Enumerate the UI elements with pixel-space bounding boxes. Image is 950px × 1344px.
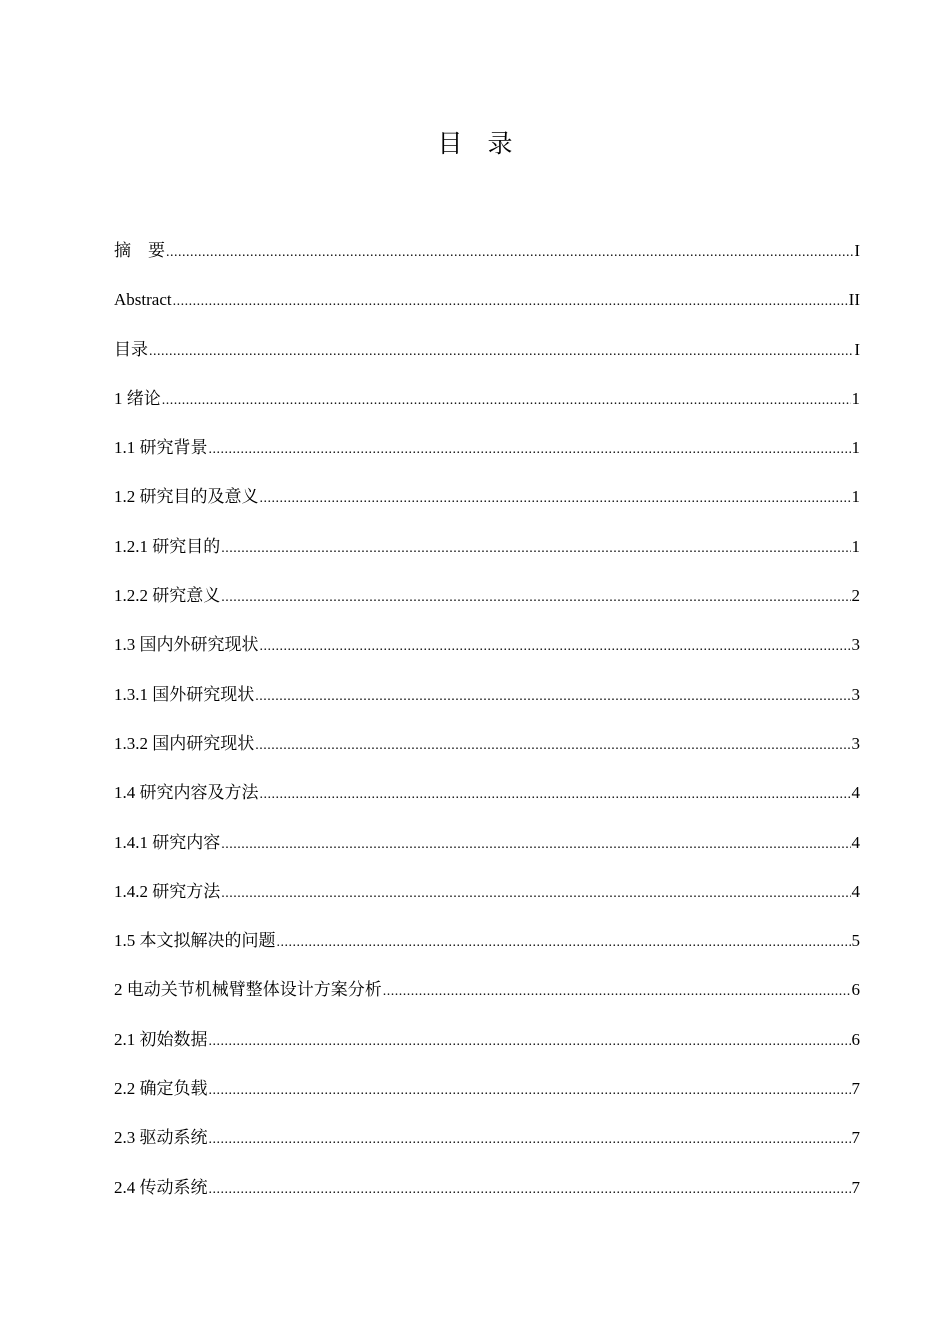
toc-entry-1-3[interactable]: [114, 630, 860, 679]
toc-leader-dots: [221, 879, 850, 909]
toc-entry-label: 1 绪论: [114, 388, 161, 408]
toc-entry-page: 3: [851, 635, 860, 655]
page-title: 目 录: [437, 129, 513, 158]
toc-leader-dots: [166, 238, 853, 268]
toc-entry-page: I: [854, 339, 860, 359]
toc-entry-1-4-1[interactable]: [114, 828, 860, 877]
toc-entry-1-5[interactable]: [114, 926, 860, 975]
toc-entry-page: 7: [851, 1079, 860, 1099]
toc-leader-dots: [260, 632, 851, 662]
toc-entry-page: 3: [851, 733, 860, 753]
toc-entry-page: II: [848, 290, 860, 310]
toc-entry-label: 1.4.2 研究方法: [114, 881, 221, 901]
toc-entry-label: 1.3.2 国内研究现状: [114, 733, 255, 753]
toc-entry-page: 7: [851, 1128, 860, 1148]
toc-entry-label: 2.1 初始数据: [114, 1029, 208, 1049]
toc-entry-label: 1.3.1 国外研究现状: [114, 684, 255, 704]
toc-entry-2-3[interactable]: [114, 1123, 860, 1172]
toc-leader-dots: [149, 337, 853, 367]
toc-entry-label: 2.4 传动系统: [114, 1177, 208, 1197]
toc-leader-dots: [221, 534, 850, 564]
toc-entry-page: 1: [851, 438, 860, 458]
toc-entry-1-3-2[interactable]: [114, 729, 860, 778]
toc-entry-page: 6: [851, 1029, 860, 1049]
toc-entry-label: 1.2 研究目的及意义: [114, 487, 259, 507]
toc-entry-label: 目录: [114, 339, 148, 359]
toc-entry-contents[interactable]: [114, 335, 860, 384]
toc-leader-dots: [255, 731, 850, 761]
toc-leader-dots: [209, 1125, 851, 1155]
table-of-contents: [114, 236, 860, 1222]
toc-entry-label: 1.2.1 研究目的: [114, 536, 221, 556]
toc-leader-dots: [209, 435, 851, 465]
toc-leader-dots: [162, 386, 851, 416]
toc-entry-label: 2.3 驱动系统: [114, 1128, 208, 1148]
toc-entry-ch1[interactable]: [114, 384, 860, 433]
toc-leader-dots: [221, 583, 850, 613]
toc-entry-2-1[interactable]: [114, 1025, 860, 1074]
toc-entry-1-2-1[interactable]: [114, 532, 860, 581]
toc-entry-label: 2.2 确定负载: [114, 1079, 208, 1099]
toc-entry-label: 1.1 研究背景: [114, 438, 208, 458]
toc-entry-ch2[interactable]: [114, 975, 860, 1024]
toc-leader-dots: [260, 780, 851, 810]
toc-entry-page: 1: [851, 487, 860, 507]
toc-entry-page: 1: [851, 388, 860, 408]
toc-entry-abstract-cn[interactable]: [114, 236, 860, 285]
toc-entry-page: 7: [851, 1177, 860, 1197]
toc-leader-dots: [255, 682, 850, 712]
toc-leader-dots: [209, 1175, 851, 1205]
toc-leader-dots: [260, 484, 851, 514]
toc-entry-label: 1.4.1 研究内容: [114, 832, 221, 852]
toc-entry-1-3-1[interactable]: [114, 680, 860, 729]
toc-entry-page: 1: [851, 536, 860, 556]
toc-entry-2-4[interactable]: [114, 1173, 860, 1222]
toc-entry-label: 摘 要: [114, 241, 165, 260]
toc-leader-dots: [173, 287, 848, 317]
toc-entry-1-4[interactable]: [114, 778, 860, 827]
toc-entry-page: 4: [851, 832, 860, 852]
toc-entry-1-2[interactable]: [114, 482, 860, 531]
toc-entry-page: 5: [851, 931, 860, 951]
toc-leader-dots: [277, 928, 851, 958]
toc-leader-dots: [383, 977, 851, 1007]
toc-entry-label: Abstract: [114, 290, 172, 310]
toc-entry-1-2-2[interactable]: [114, 581, 860, 630]
toc-entry-page: 2: [851, 586, 860, 606]
toc-entry-1-1[interactable]: [114, 433, 860, 482]
toc-entry-label: 2 电动关节机械臂整体设计方案分析: [114, 980, 382, 1000]
toc-entry-page: I: [854, 241, 860, 260]
toc-entry-1-4-2[interactable]: [114, 877, 860, 926]
toc-leader-dots: [221, 830, 850, 860]
toc-entry-page: 3: [851, 684, 860, 704]
toc-entry-label: 1.4 研究内容及方法: [114, 783, 259, 803]
toc-entry-2-2[interactable]: [114, 1074, 860, 1123]
toc-leader-dots: [209, 1027, 851, 1057]
toc-entry-page: 6: [851, 980, 860, 1000]
toc-entry-page: 4: [851, 881, 860, 901]
toc-entry-page: 4: [851, 783, 860, 803]
toc-entry-label: 1.2.2 研究意义: [114, 586, 221, 606]
toc-leader-dots: [209, 1076, 851, 1106]
toc-entry-label: 1.3 国内外研究现状: [114, 635, 259, 655]
toc-entry-abstract-en[interactable]: [114, 285, 860, 334]
toc-entry-label: 1.5 本文拟解决的问题: [114, 931, 276, 951]
